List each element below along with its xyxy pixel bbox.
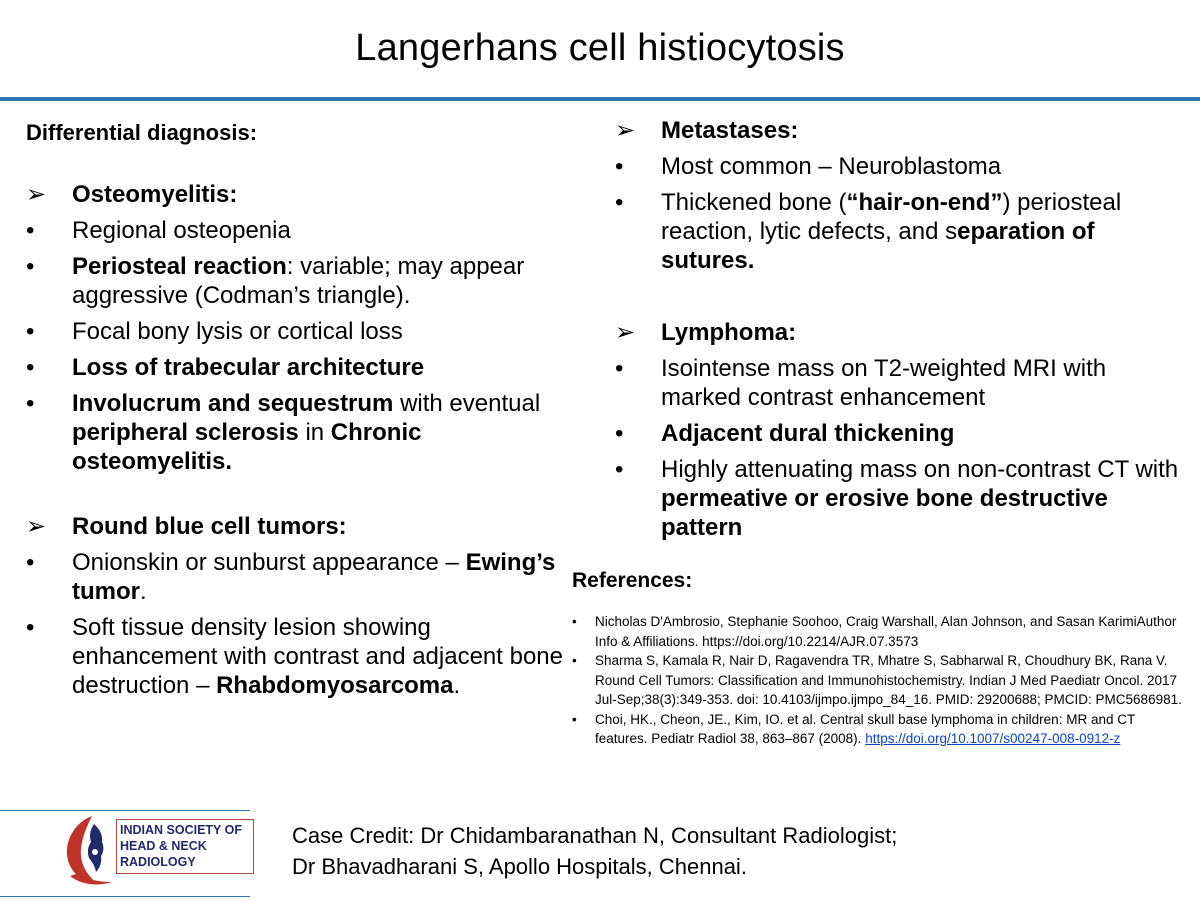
list-item-bold: Loss of trabecular architecture bbox=[72, 354, 425, 381]
logo-line: RADIOLOGY bbox=[120, 855, 196, 869]
list-item-bold: peripheral sclerosis bbox=[72, 419, 299, 446]
list-item bbox=[26, 548, 571, 606]
section-gap bbox=[615, 282, 1185, 318]
references-heading: References: bbox=[572, 569, 693, 592]
list-item bbox=[615, 419, 1185, 448]
list-item bbox=[26, 613, 571, 700]
list-item-text: . bbox=[140, 578, 147, 605]
list-item bbox=[615, 188, 1185, 275]
list-item-text: Soft tissue density lesion showing enhancement with contrast and adjacent bone destruction – bbox=[72, 614, 564, 699]
logo-line: HEAD & NECK bbox=[120, 839, 207, 853]
round-blue-cell-heading-text: Round blue cell tumors: bbox=[72, 513, 347, 540]
bullet-icon: • bbox=[572, 711, 577, 727]
reference-item bbox=[572, 710, 1182, 749]
list-item-text: Most common – Neuroblastoma bbox=[661, 153, 1002, 180]
list-item-bold: Rhabdomyosarcoma bbox=[216, 672, 454, 699]
lymphoma-heading-text: Lymphoma: bbox=[661, 319, 797, 346]
list-item-bold: “hair-on-end” bbox=[846, 189, 1003, 216]
footer-rule-bottom bbox=[0, 896, 250, 897]
reference-text: Choi, HK., Cheon, JE., Kim, IO. et al. Central skull base lymphoma in children: MR and CT features. Pediatr Radiol 38, 863–867 (2008). bbox=[595, 711, 1135, 746]
isnr-logo-text bbox=[116, 819, 254, 874]
footer-rule-top bbox=[0, 810, 250, 811]
bullet-icon: • bbox=[615, 189, 624, 216]
logo-line: INDIAN SOCIETY OF bbox=[120, 823, 243, 837]
lymphoma-heading bbox=[615, 318, 1185, 347]
case-credit-line: Dr Bhavadharani S, Apollo Hospitals, Chennai. bbox=[292, 854, 747, 879]
section-gap bbox=[26, 483, 571, 512]
list-item-text: Highly attenuating mass on non-contrast CT with bbox=[661, 456, 1179, 483]
arrow-bullet-icon: ➢ bbox=[615, 319, 636, 346]
list-item-text: . bbox=[453, 672, 461, 699]
list-item-text: Focal bony lysis or cortical loss bbox=[72, 318, 403, 345]
bullet-icon: • bbox=[26, 253, 35, 280]
list-item bbox=[26, 216, 571, 245]
list-item-bold: Periosteal reaction bbox=[72, 253, 287, 280]
isnr-logo-icon bbox=[62, 812, 114, 888]
bullet-icon: • bbox=[26, 390, 35, 417]
case-credit bbox=[292, 820, 1112, 882]
bullet-icon: • bbox=[26, 318, 35, 345]
osteomyelitis-heading-text: Osteomyelitis: bbox=[72, 181, 238, 208]
bullet-icon: • bbox=[26, 614, 35, 641]
slide-title: Langerhans cell histiocytosis bbox=[355, 27, 845, 69]
list-item-text: in bbox=[298, 419, 331, 446]
list-item-text: : variable; may appear aggressive (Codman’s triangle). bbox=[72, 253, 525, 309]
bullet-icon: • bbox=[26, 549, 35, 576]
osteomyelitis-heading bbox=[26, 180, 571, 209]
list-item-bold: Ewing’s tumor bbox=[72, 549, 556, 605]
reference-item bbox=[572, 612, 1182, 651]
reference-text: Sharma S, Kamala R, Nair D, Ragavendra TR, Mhatre S, Sabharwal R, Choudhury BK, Rana V. Round Cell Tumors: Classification and Immunohistochemistry. Indian J Med Paediatr Oncol. 2017 Jul-Sep;38(3):349-353. doi: 10.4103/ijmpo.ijmpo_84_16. PMID: 29200688; PMCID: PMC5686981. bbox=[595, 653, 1182, 707]
reference-text: Nicholas D'Ambrosio, Stephanie Soohoo, Craig Warshall, Alan Johnson, and Sasan KarimiAuthor Info & Affiliations. https://doi.org/10.2214/AJR.07.3573 bbox=[595, 614, 1177, 649]
list-item-bold: Chronic osteomyelitis. bbox=[72, 419, 422, 475]
arrow-bullet-icon: ➢ bbox=[26, 513, 47, 540]
list-item bbox=[26, 317, 571, 346]
left-column bbox=[26, 118, 571, 707]
reference-doi-link[interactable]: https://doi.org/10.1007/s00247-008-0912-z bbox=[865, 731, 1121, 746]
bullet-icon: • bbox=[572, 653, 577, 668]
list-item bbox=[615, 354, 1185, 412]
list-item-bold: eparation of sutures. bbox=[661, 218, 1095, 274]
arrow-bullet-icon: ➢ bbox=[615, 117, 636, 144]
list-item bbox=[26, 252, 571, 310]
reference-item bbox=[572, 651, 1182, 710]
title-divider bbox=[0, 97, 1200, 101]
list-item-text: Onionskin or sunburst appearance – bbox=[72, 549, 466, 576]
bullet-icon: • bbox=[615, 420, 624, 447]
bullet-icon: • bbox=[615, 456, 624, 483]
list-item bbox=[26, 353, 571, 382]
differential-diagnosis-heading: Differential diagnosis: bbox=[26, 120, 258, 145]
list-item bbox=[615, 455, 1185, 542]
list-item-bold: Involucrum and sequestrum bbox=[72, 390, 394, 417]
arrow-bullet-icon: ➢ bbox=[26, 181, 47, 208]
list-item bbox=[26, 389, 571, 476]
bullet-icon: • bbox=[26, 354, 35, 381]
case-credit-line: Case Credit: Dr Chidambaranathan N, Consultant Radiologist; bbox=[292, 823, 898, 848]
list-item-text: ) periosteal reaction, lytic defects, and s bbox=[661, 189, 1122, 245]
metastases-heading-text: Metastases: bbox=[661, 117, 799, 144]
list-item-text: with eventual bbox=[393, 390, 541, 417]
round-blue-cell-heading bbox=[26, 512, 571, 541]
metastases-heading bbox=[615, 116, 1185, 145]
list-item-bold: Adjacent dural thickening bbox=[661, 420, 955, 447]
list-item-text: Regional osteopenia bbox=[72, 217, 291, 244]
references-section bbox=[572, 566, 1182, 749]
list-item-text: Isointense mass on T2-weighted MRI with marked contrast enhancement bbox=[661, 355, 1107, 411]
list-item bbox=[615, 152, 1185, 181]
right-column bbox=[615, 116, 1185, 549]
bullet-icon: • bbox=[572, 614, 577, 629]
list-item-bold: permeative or erosive bone destructive pattern bbox=[661, 485, 1108, 541]
bullet-icon: • bbox=[26, 217, 35, 244]
list-item-text: Thickened bone ( bbox=[661, 189, 847, 216]
bullet-icon: • bbox=[615, 355, 624, 382]
bullet-icon: • bbox=[615, 153, 624, 180]
